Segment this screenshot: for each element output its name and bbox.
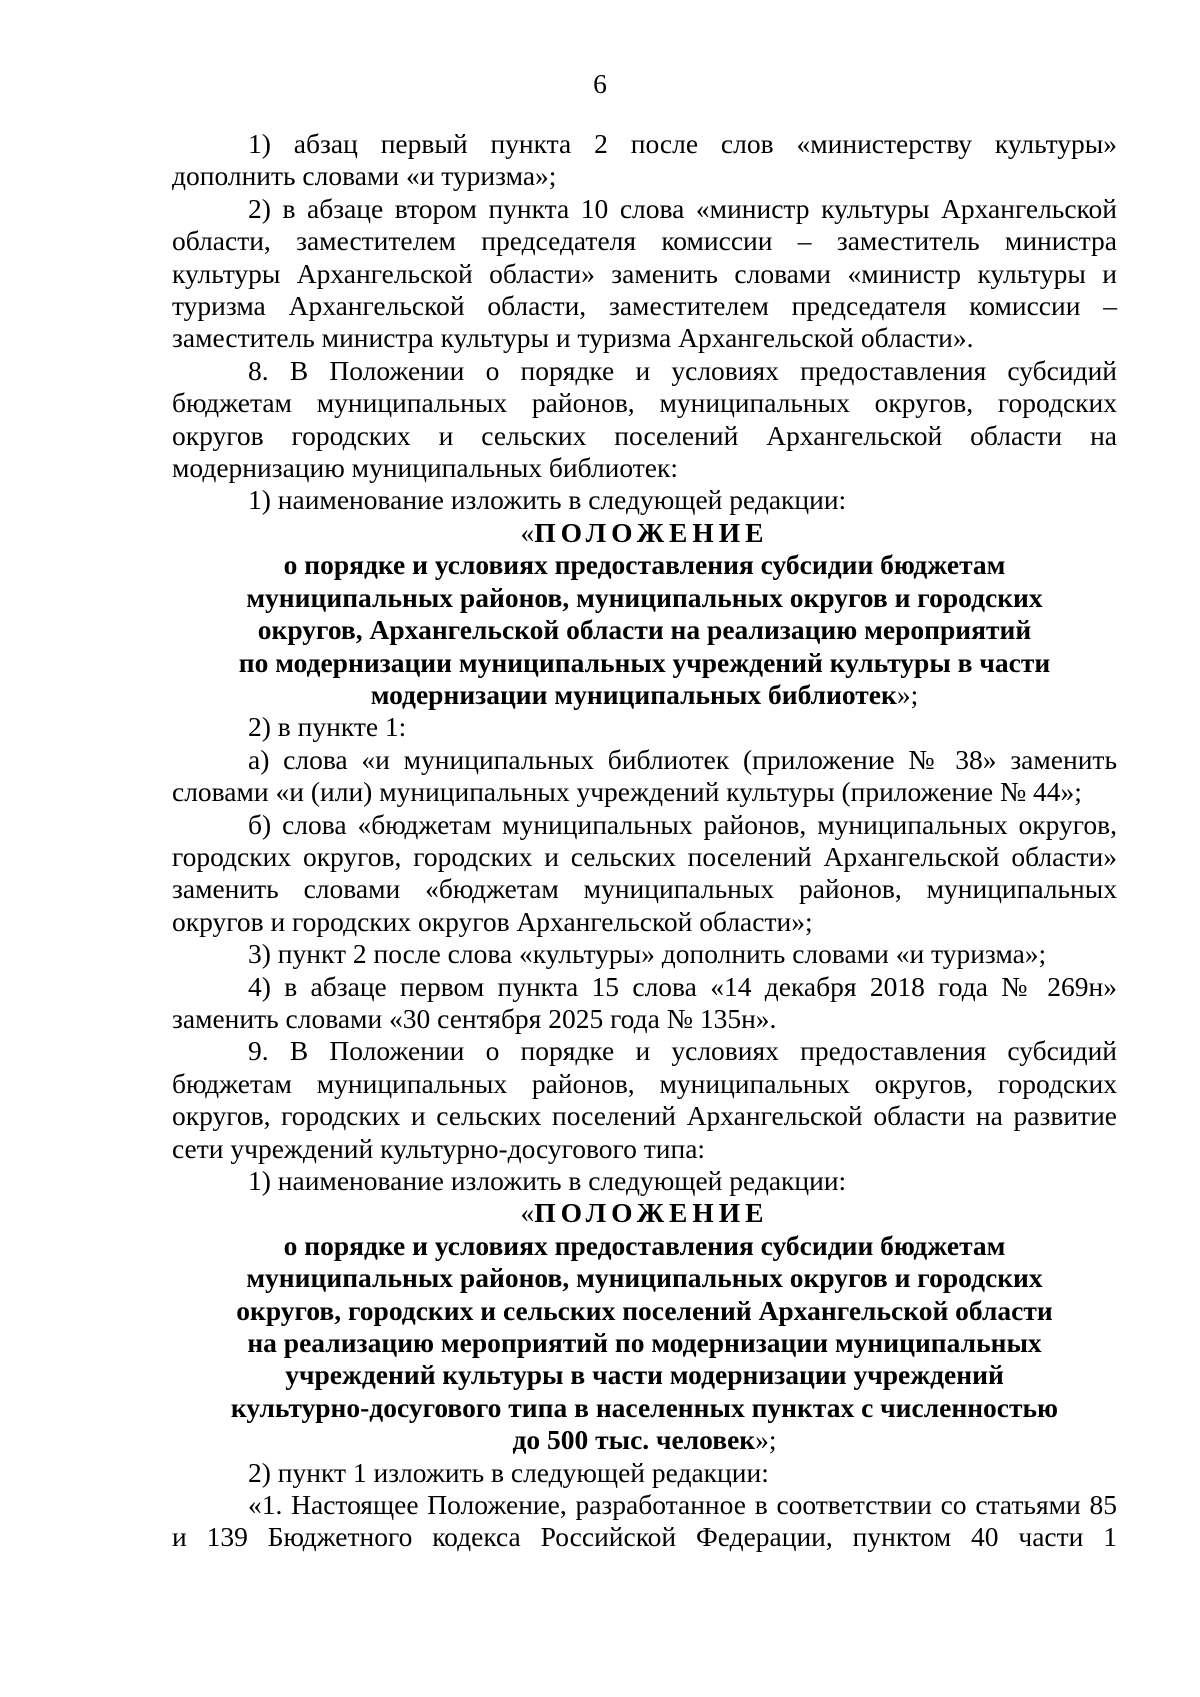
heading-title: ПОЛОЖЕНИЕ	[534, 1197, 769, 1229]
paragraph: 9. В Положении о порядке и условиях предоставления субсидий бюджетам муниципальных районов, муниципальных округов, городских округов, городских и сельских поселений Архангельской области на развитие сети учреждений культурно-досугового типа:	[172, 1035, 1117, 1164]
close-quote: »;	[755, 1424, 777, 1456]
heading-line: о порядке и условиях предоставления субсидии бюджетам	[283, 1229, 1006, 1261]
heading-title: ПОЛОЖЕНИЕ	[534, 516, 769, 548]
paragraph: 2) пункт 1 изложить в следующей редакции:	[248, 1456, 769, 1488]
heading-line: округов, Архангельской области на реализацию мероприятий	[257, 614, 1032, 646]
paragraph: «1. Настоящее Положение, разработанное в соответствии со статьями 85 и 139 Бюджетного кодекса Российской Федерации, пунктом 40 части 1	[172, 1489, 1117, 1553]
heading-line: округов, городских и сельских поселений Архангельской области	[236, 1294, 1053, 1326]
regulation-heading	[172, 517, 1117, 711]
heading-line: по модернизации муниципальных учреждений культуры в части	[238, 646, 1051, 678]
heading-line: о порядке и условиях предоставления субсидии бюджетам	[283, 549, 1006, 581]
heading-last-line	[172, 679, 1117, 711]
regulation-heading	[172, 1197, 1117, 1456]
heading-title-line	[172, 517, 1117, 549]
close-quote: »;	[896, 678, 919, 710]
open-quote: «	[520, 1197, 535, 1229]
heading-line: модернизации муниципальных библиотек	[370, 678, 897, 710]
heading-line: муниципальных районов, муниципальных округов и городских	[246, 581, 1043, 613]
document-body	[172, 128, 1117, 1554]
paragraph: 1) наименование изложить в следующей редакции:	[248, 1165, 847, 1196]
paragraph: а) слова «и муниципальных библиотек (приложение № 38» заменить словами «и (или) муниципальных учреждений культуры (приложение № 44»;	[172, 743, 1117, 808]
paragraph: 3) пункт 2 после слова «культуры» дополнить словами «и туризма»;	[248, 938, 1047, 970]
paragraph: 2) в абзаце втором пункта 10 слова «министр культуры Архангельской области, заместителем председателя комиссии – заместитель министра культуры Архангельской области» заменить словами «министр культуры и туризма Архангельской области, заместителем председателя комиссии – заместитель министра культуры и туризма Архангельской области».	[172, 192, 1117, 354]
paragraph: 1) наименование изложить в следующей редакции:	[248, 484, 847, 516]
heading-title-line	[172, 1197, 1117, 1229]
heading-line: до 500 тыс. человек	[512, 1424, 756, 1456]
paragraph: б) слова «бюджетам муниципальных районов, муниципальных округов, городских округов, городских и сельских поселений Архангельской области» заменить словами «бюджетам муниципальных районов, муниципальных округов и городских округов Архангельской области»;	[172, 808, 1117, 937]
paragraph: 1) абзац первый пункта 2 после слов «министерству культуры» дополнить словами «и туризма»;	[172, 128, 1117, 192]
paragraph: 4) в абзаце первом пункта 15 слова «14 декабря 2018 года № 269н» заменить словами «30 сентября 2025 года № 135н».	[172, 970, 1117, 1034]
heading-line: учреждений культуры в части модернизации учреждений	[285, 1359, 1004, 1391]
heading-line: на реализацию мероприятий по модернизации муниципальных	[247, 1327, 1042, 1359]
paragraph: 2) в пункте 1:	[248, 711, 407, 743]
heading-line: муниципальных районов, муниципальных округов и городских	[246, 1262, 1043, 1294]
heading-last-line	[172, 1424, 1117, 1456]
open-quote: «	[520, 516, 535, 548]
heading-line: культурно-досугового типа в населенных пунктах с численностью	[230, 1391, 1059, 1423]
page-number: 6	[593, 68, 607, 99]
paragraph: 8. В Положении о порядке и условиях предоставления субсидий бюджетам муниципальных районов, муниципальных округов, городских округов городских и сельских поселений Архангельской области на модернизацию муниципальных библиотек:	[172, 354, 1117, 484]
